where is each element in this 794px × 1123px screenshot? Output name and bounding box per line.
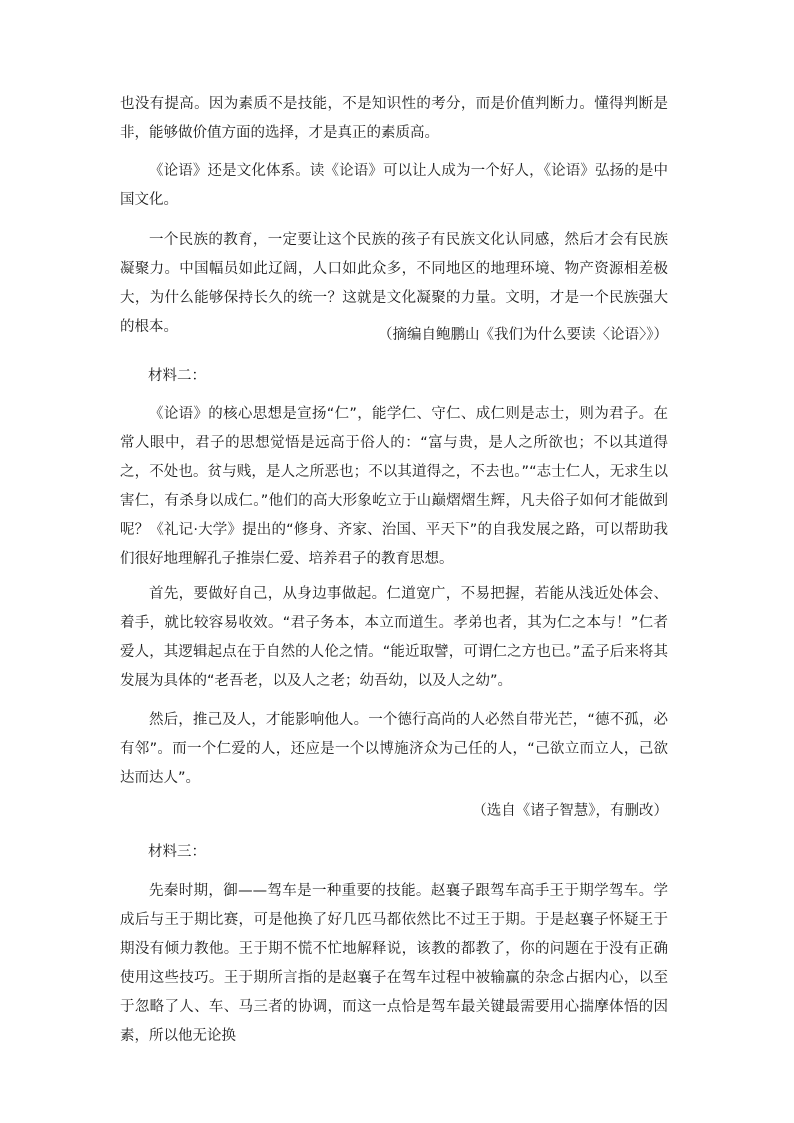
- section-heading-material-3: 材料三：: [148, 844, 206, 860]
- source-citation-2: （选自《诸子智慧》，有删改）: [472, 803, 668, 819]
- paragraph-1: 也没有提高。因为素质不是技能，不是知识性的考分，而是价值判断力。懂得判断是非，能够做价值方面的选择，才是真正的素质高。: [120, 96, 668, 141]
- source-citation-1: （摘编自鲍鹏山《我们为什么要读〈论语〉》）: [378, 327, 668, 343]
- paragraph-5: 首先，要做好自己，从身边事做起。仁道宽广，不易把握，若能从浅近处体会、着手，就比较容易收效。“君子务本，本立而道生。孝弟也者，其为仁之本与！”仁者爱人，其逻辑起点在于自然的人伦之情。“能近取譬，可谓仁之方也已。”孟子后来将其发展为具体的“老吾老，以及人之老；幼吾幼，以及人之幼”。: [120, 586, 668, 689]
- paragraph-2: 《论语》还是文化体系。读《论语》可以让人成为一个好人，《论语》弘扬的是中国文化。: [120, 163, 668, 208]
- paragraph-7: 先秦时期，御——驾车是一种重要的技能。赵襄子跟驾车高手王于期学驾车。学成后与王于期比赛，可是他换了好几匹马都依然比不过王于期。于是赵襄子怀疑王于期没有倾力教他。王于期不慌不忙地解释说，该教的都教了，你的问题在于没有正确使用这些技巧。王于期所言指的是赵襄子在驾车过程中被输赢的杂念占据内心，以至于忽略了人、车、马三者的协调，而这一点恰是驾车最关键最需要用心揣摩体悟的因素，所以他无论换: [120, 883, 668, 1044]
- paragraph-6: 然后，推己及人，才能影响他人。一个德行高尚的人必然自带光芒，“德不孤，必有邻”。而一个仁爱的人，还应是一个以博施济众为己任的人，“己欲立而立人，己欲达而达人”。: [120, 712, 668, 786]
- paragraph-4: 《论语》的核心思想是宣扬“仁”，能学仁、守仁、成仁则是志士，则为君子。在常人眼中，君子的思想觉悟是远高于俗人的：“富与贵，是人之所欲也；不以其道得之，不处也。贫与贱，是人之所恶也；不以其道得之，不去也。”“志士仁人，无求生以害仁，有杀身以成仁。”他们的高大形象屹立于山巅熠熠生辉，凡夫俗子如何才能做到呢？《礼记·大学》提出的“修身、齐家、治国、平天下”的自我发展之路，可以帮助我们很好地理解孔子推崇仁爱、培养君子的教育思想。: [120, 406, 668, 567]
- paragraph-3: 一个民族的教育，一定要让这个民族的孩子有民族文化认同感，然后才会有民族凝聚力。中国幅员如此辽阔，人口如此众多，不同地区的地理环境、物产资源相差极大，为什么能够保持长久的统一？这就是文化凝聚的力量。文明，才是一个民族强大的根本。: [120, 232, 668, 335]
- section-heading-material-2: 材料二：: [148, 368, 206, 384]
